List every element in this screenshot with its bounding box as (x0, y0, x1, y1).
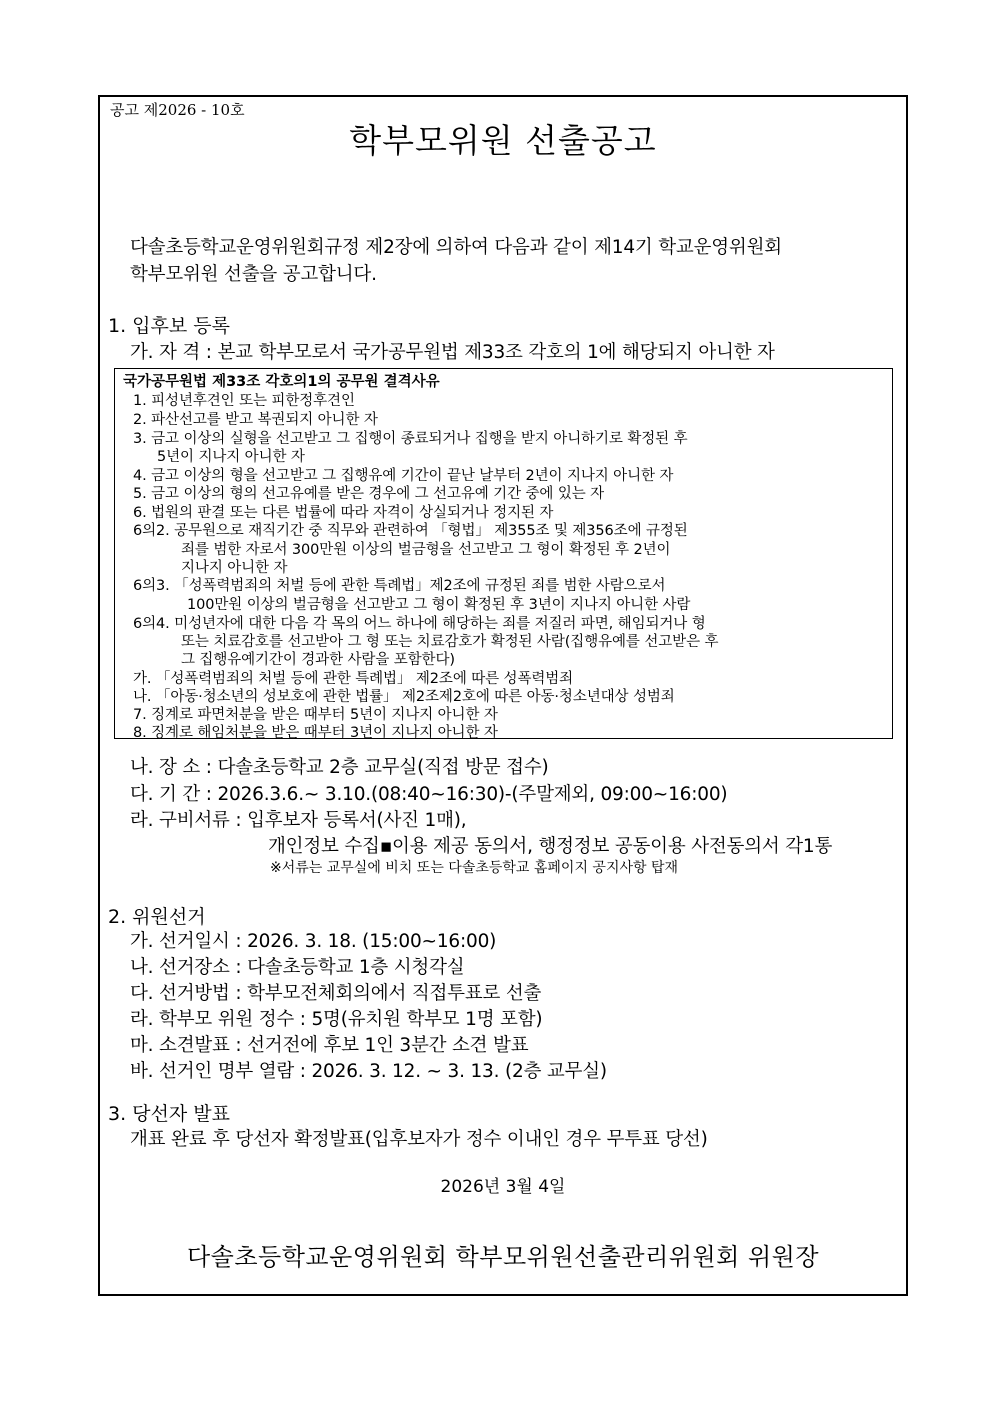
intro-line-1: 다솔초등학교운영위원회규정 제2장에 의하여 다음과 같이 제14기 학교운영위원회 (130, 237, 782, 258)
box-line: 6의4. 미성년자에 대한 다음 각 목의 어느 하나에 해당하는 죄를 저질러 파면, 해임되거나 형 (133, 616, 706, 632)
box-line: 나. 「아동·청소년의 성보호에 관한 법률」 제2조제2호에 따른 아동·청소년대상 성범죄 (133, 689, 675, 705)
disqualification-box (114, 368, 893, 739)
section-2-heading: 2. 위원선거 (108, 906, 206, 928)
box-line: 2. 파산선고를 받고 복권되지 아니한 자 (133, 412, 378, 428)
election-item: 라. 학부모 위원 정수 : 5명(유치원 학부모 1명 포함) (130, 1009, 543, 1030)
page-title: 학부모위원 선출공고 (349, 121, 657, 160)
box-line: 죄를 범한 자로서 300만원 이상의 벌금형을 선고받고 그 형이 확정된 후 2년이 (181, 542, 671, 558)
box-title: 국가공무원법 제33조 각호의1의 공무원 결격사유 (123, 374, 440, 390)
box-line: 5. 금고 이상의 형의 선고유예를 받은 경우에 그 선고유예 기간 중에 있는 자 (133, 486, 605, 502)
box-line: 그 집행유예기간이 경과한 사람을 포함한다) (181, 652, 455, 668)
qualification: 가. 자 격 : 본교 학부모로서 국가공무원법 제33조 각호의 1에 해당되지 아니한 자 (130, 342, 775, 363)
box-line: 6의3. 「성폭력범죄의 처벌 등에 관한 특례법」제2조에 규정된 죄를 범한 사람으로서 (133, 578, 666, 594)
box-line: 또는 치료감호를 선고받아 그 형 또는 치료감호가 확정된 사람(집행유예를 선고받은 후 (181, 634, 719, 650)
period: 다. 기 간 : 2026.3.6.~ 3.10.(08:40~16:30)-(주말제외, 09:00~16:00) (130, 784, 728, 805)
intro-line-2: 학부모위원 선출을 공고합니다. (130, 264, 377, 285)
documents-note: ※서류는 교무실에 비치 또는 다솔초등학교 홈페이지 공지사항 탑재 (270, 860, 679, 876)
box-line: 8. 징계로 해임처분을 받은 때부터 3년이 지나지 아니한 자 (133, 725, 498, 741)
election-item: 가. 선거일시 : 2026. 3. 18. (15:00~16:00) (130, 931, 497, 952)
election-item: 바. 선거인 명부 열람 : 2026. 3. 12. ~ 3. 13. (2층 교무실) (130, 1061, 607, 1082)
notice-frame (98, 95, 908, 1296)
box-line: 6의2. 공무원으로 재직기간 중 직무와 관련하여 「형법」 제355조 및 제356조에 규정된 (133, 523, 688, 539)
box-line: 100만원 이상의 벌금형을 선고받고 그 형이 확정된 후 3년이 지나지 아니한 사람 (187, 597, 691, 613)
section-1-heading: 1. 입후보 등록 (108, 315, 230, 337)
box-line: 가. 「성폭력범죄의 처벌 등에 관한 특례법」 제2조에 따른 성폭력범죄 (133, 671, 574, 687)
documents-line-2: 개인정보 수집▪이용 제공 동의서, 행정정보 공동이용 사전동의서 각1통 (268, 836, 833, 857)
notice-date: 2026년 3월 4일 (440, 1177, 566, 1197)
box-line: 지나지 아니한 자 (181, 560, 288, 576)
box-line: 6. 법원의 판결 또는 다른 법률에 따라 자격이 상실되거나 정지된 자 (133, 505, 554, 521)
election-item: 마. 소견발표 : 선거전에 후보 1인 3분간 소견 발표 (130, 1035, 529, 1056)
box-line: 4. 금고 이상의 형을 선고받고 그 집행유예 기간이 끝난 날부터 2년이 지나지 아니한 자 (133, 468, 674, 484)
section-3-text: 개표 완료 후 당선자 확정발표(입후보자가 정수 이내인 경우 무투표 당선) (130, 1129, 708, 1150)
notice-number: 공고 제2026 - 10호 (110, 101, 245, 119)
election-item: 나. 선거장소 : 다솔초등학교 1층 시청각실 (130, 957, 465, 978)
election-item: 다. 선거방법 : 학부모전체회의에서 직접투표로 선출 (130, 983, 542, 1004)
place: 나. 장 소 : 다솔초등학교 2층 교무실(직접 방문 접수) (130, 757, 549, 778)
signature: 다솔초등학교운영위원회 학부모위원선출관리위원회 위원장 (186, 1243, 820, 1271)
box-line: 3. 금고 이상의 실형을 선고받고 그 집행이 종료되거나 집행을 받지 아니하기로 확정된 후 (133, 431, 688, 447)
box-line: 7. 징계로 파면처분을 받은 때부터 5년이 지나지 아니한 자 (133, 707, 498, 723)
box-line: 1. 피성년후견인 또는 피한정후견인 (133, 393, 355, 409)
section-3-heading: 3. 당선자 발표 (108, 1103, 230, 1125)
box-line: 5년이 지나지 아니한 자 (157, 449, 305, 465)
documents-line-1: 라. 구비서류 : 입후보자 등록서(사진 1매), (130, 810, 467, 831)
